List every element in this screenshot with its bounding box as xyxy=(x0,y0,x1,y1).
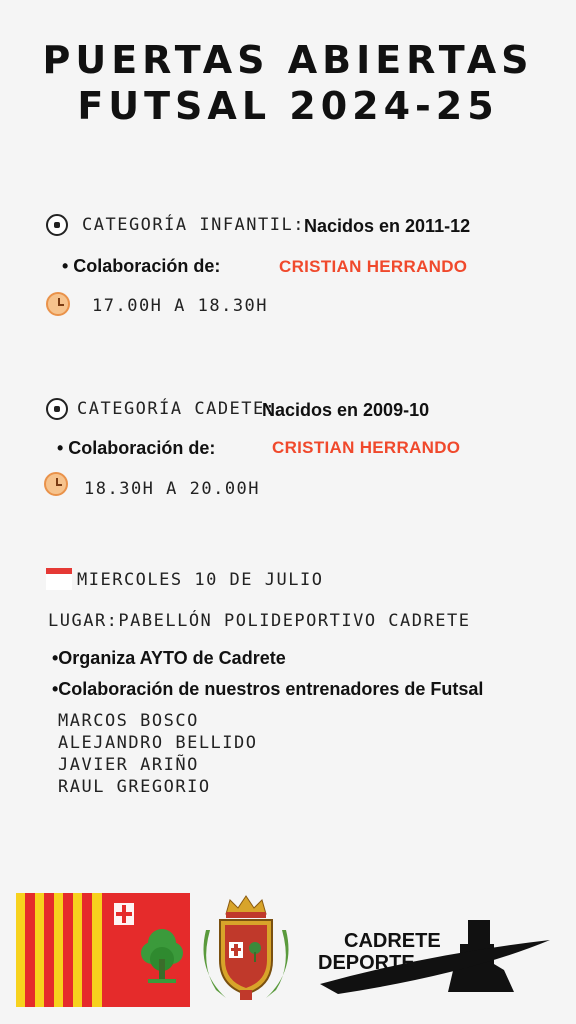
clock-icon xyxy=(46,292,70,316)
coach-name: JAVIER ARIÑO xyxy=(58,755,199,775)
infantil-collab-name: CRISTIAN HERRANDO xyxy=(279,257,468,276)
event-place: LUGAR:PABELLÓN POLIDEPORTIVO CADRETE xyxy=(48,611,471,631)
cadete-collab-name: CRISTIAN HERRANDO xyxy=(272,438,461,457)
poster-title-line-2: FUTSAL 2024-25 xyxy=(77,84,499,128)
event-organiza: •Organiza AYTO de Cadrete xyxy=(52,648,286,668)
event-colaboracion: •Colaboración de nuestros entrenadores de Futsal xyxy=(52,679,484,699)
infantil-born: Nacidos en 2011-12 xyxy=(304,216,471,236)
coach-list xyxy=(58,710,258,798)
coach-name: MARCOS BOSCO xyxy=(58,711,199,731)
cadete-collab-label: • Colaboración de: xyxy=(57,438,216,458)
poster-title-line-1: PUERTAS ABIERTAS xyxy=(42,38,534,82)
coat-of-arms-icon xyxy=(196,890,296,1008)
calendar-icon xyxy=(46,568,72,590)
category-cadete: CATEGORÍA CADETE: xyxy=(77,399,277,419)
category-infantil: CATEGORÍA INFANTIL: xyxy=(82,215,305,235)
infantil-time: 17.00H A 18.30H xyxy=(92,296,269,316)
coach-name: RAUL GREGORIO xyxy=(58,777,211,797)
logo-text-cadrete: CADRETE xyxy=(344,930,441,952)
soccer-ball-icon xyxy=(46,214,68,236)
clock-icon xyxy=(44,472,68,496)
coach-name: ALEJANDRO BELLIDO xyxy=(58,733,258,753)
logo-text-deporte: DEPORTE xyxy=(318,952,415,974)
cadrete-deporte-logo xyxy=(318,914,554,996)
cadete-time: 18.30H A 20.00H xyxy=(84,479,261,499)
soccer-ball-icon xyxy=(46,398,68,420)
infantil-collab-label: • Colaboración de: xyxy=(62,256,221,276)
cadrete-flag-icon xyxy=(16,893,190,1007)
cadete-born: Nacidos en 2009-10 xyxy=(262,400,430,420)
event-date: MIERCOLES 10 DE JULIO xyxy=(77,570,324,590)
